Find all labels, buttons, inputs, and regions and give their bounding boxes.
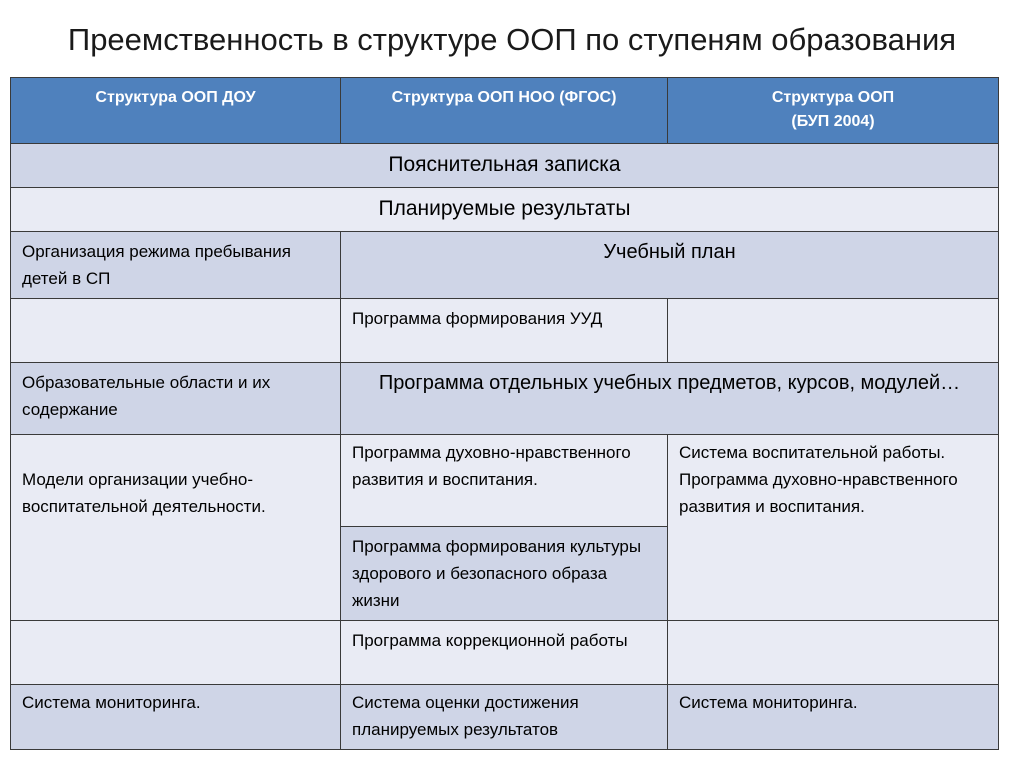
curriculum-cell — [341, 232, 999, 299]
header-col-bup — [668, 78, 999, 144]
assessment-system-text: Система оценки достижения планируемых результатов — [352, 693, 579, 739]
regime-text: Организация режима пребывания детей в СП — [22, 242, 291, 288]
table-header-row — [11, 78, 999, 144]
table-row — [11, 299, 999, 363]
uud-program-text: Программа формирования УУД — [352, 309, 603, 328]
planned-results-cell — [11, 188, 999, 232]
edu-areas-cell — [11, 363, 341, 435]
table-row — [11, 363, 999, 435]
models-text: Модели организации учебно-воспитательной деятельности. — [22, 470, 266, 516]
subjects-program-text: Программа отдельных учебных предметов, курсов, модулей… — [378, 372, 961, 394]
header-col-dou — [11, 78, 341, 144]
planned-results: Планируемые результаты — [378, 197, 631, 220]
header-col-noo — [341, 78, 668, 144]
header-col-dou-text: Структура ООП ДОУ — [95, 89, 256, 106]
explanatory-note-cell — [11, 144, 999, 188]
monitoring-dou-text: Система мониторинга. — [22, 693, 201, 712]
table-row — [11, 144, 999, 188]
header-col-bup-line2: (БУП 2004) — [791, 113, 875, 130]
models-cell — [11, 435, 341, 621]
oop-structure-table — [10, 77, 999, 750]
table-row — [11, 232, 999, 299]
regime-cell — [11, 232, 341, 299]
upbringing-system-block — [668, 435, 998, 526]
slide-title: Преемственность в структуре ООП по ступеням образования — [67, 22, 957, 57]
monitoring-bup-text: Система мониторинга. — [679, 693, 858, 712]
table-row — [11, 188, 999, 232]
edu-areas-text: Образовательные области и их содержание — [22, 373, 271, 419]
monitoring-bup-cell — [668, 685, 999, 750]
curriculum-text: Учебный план — [603, 241, 736, 263]
empty-cell — [11, 621, 341, 685]
assessment-system-cell — [341, 685, 668, 750]
correction-program-text: Программа коррекционной работы — [352, 631, 628, 650]
explanatory-note: Пояснительная записка — [388, 153, 621, 176]
empty-cell — [668, 299, 999, 363]
header-col-bup-line1: Структура ООП — [771, 89, 895, 106]
health-program-cell — [341, 527, 668, 621]
correction-program-cell — [341, 621, 668, 685]
upbringing-system-line1: Система воспитательной работы. — [679, 443, 946, 462]
empty-cell — [11, 299, 341, 363]
spiritual-program-cell — [341, 435, 668, 527]
table-row — [11, 685, 999, 750]
empty-cell — [668, 621, 999, 685]
uud-program-cell — [341, 299, 668, 363]
health-program-text: Программа формирования культуры здорового и безопасного образа жизни — [352, 537, 642, 610]
subjects-program-cell — [341, 363, 999, 435]
spiritual-program-text: Программа духовно-нравственного развития и воспитания. — [352, 443, 631, 489]
header-col-noo-text: Структура ООП НОО (ФГОС) — [391, 89, 617, 106]
upbringing-system-line2: Программа духовно-нравственного развития и воспитания. — [679, 470, 958, 516]
table-row — [11, 621, 999, 685]
upbringing-system-cell — [668, 435, 999, 621]
table-row — [11, 435, 999, 527]
monitoring-dou-cell — [11, 685, 341, 750]
